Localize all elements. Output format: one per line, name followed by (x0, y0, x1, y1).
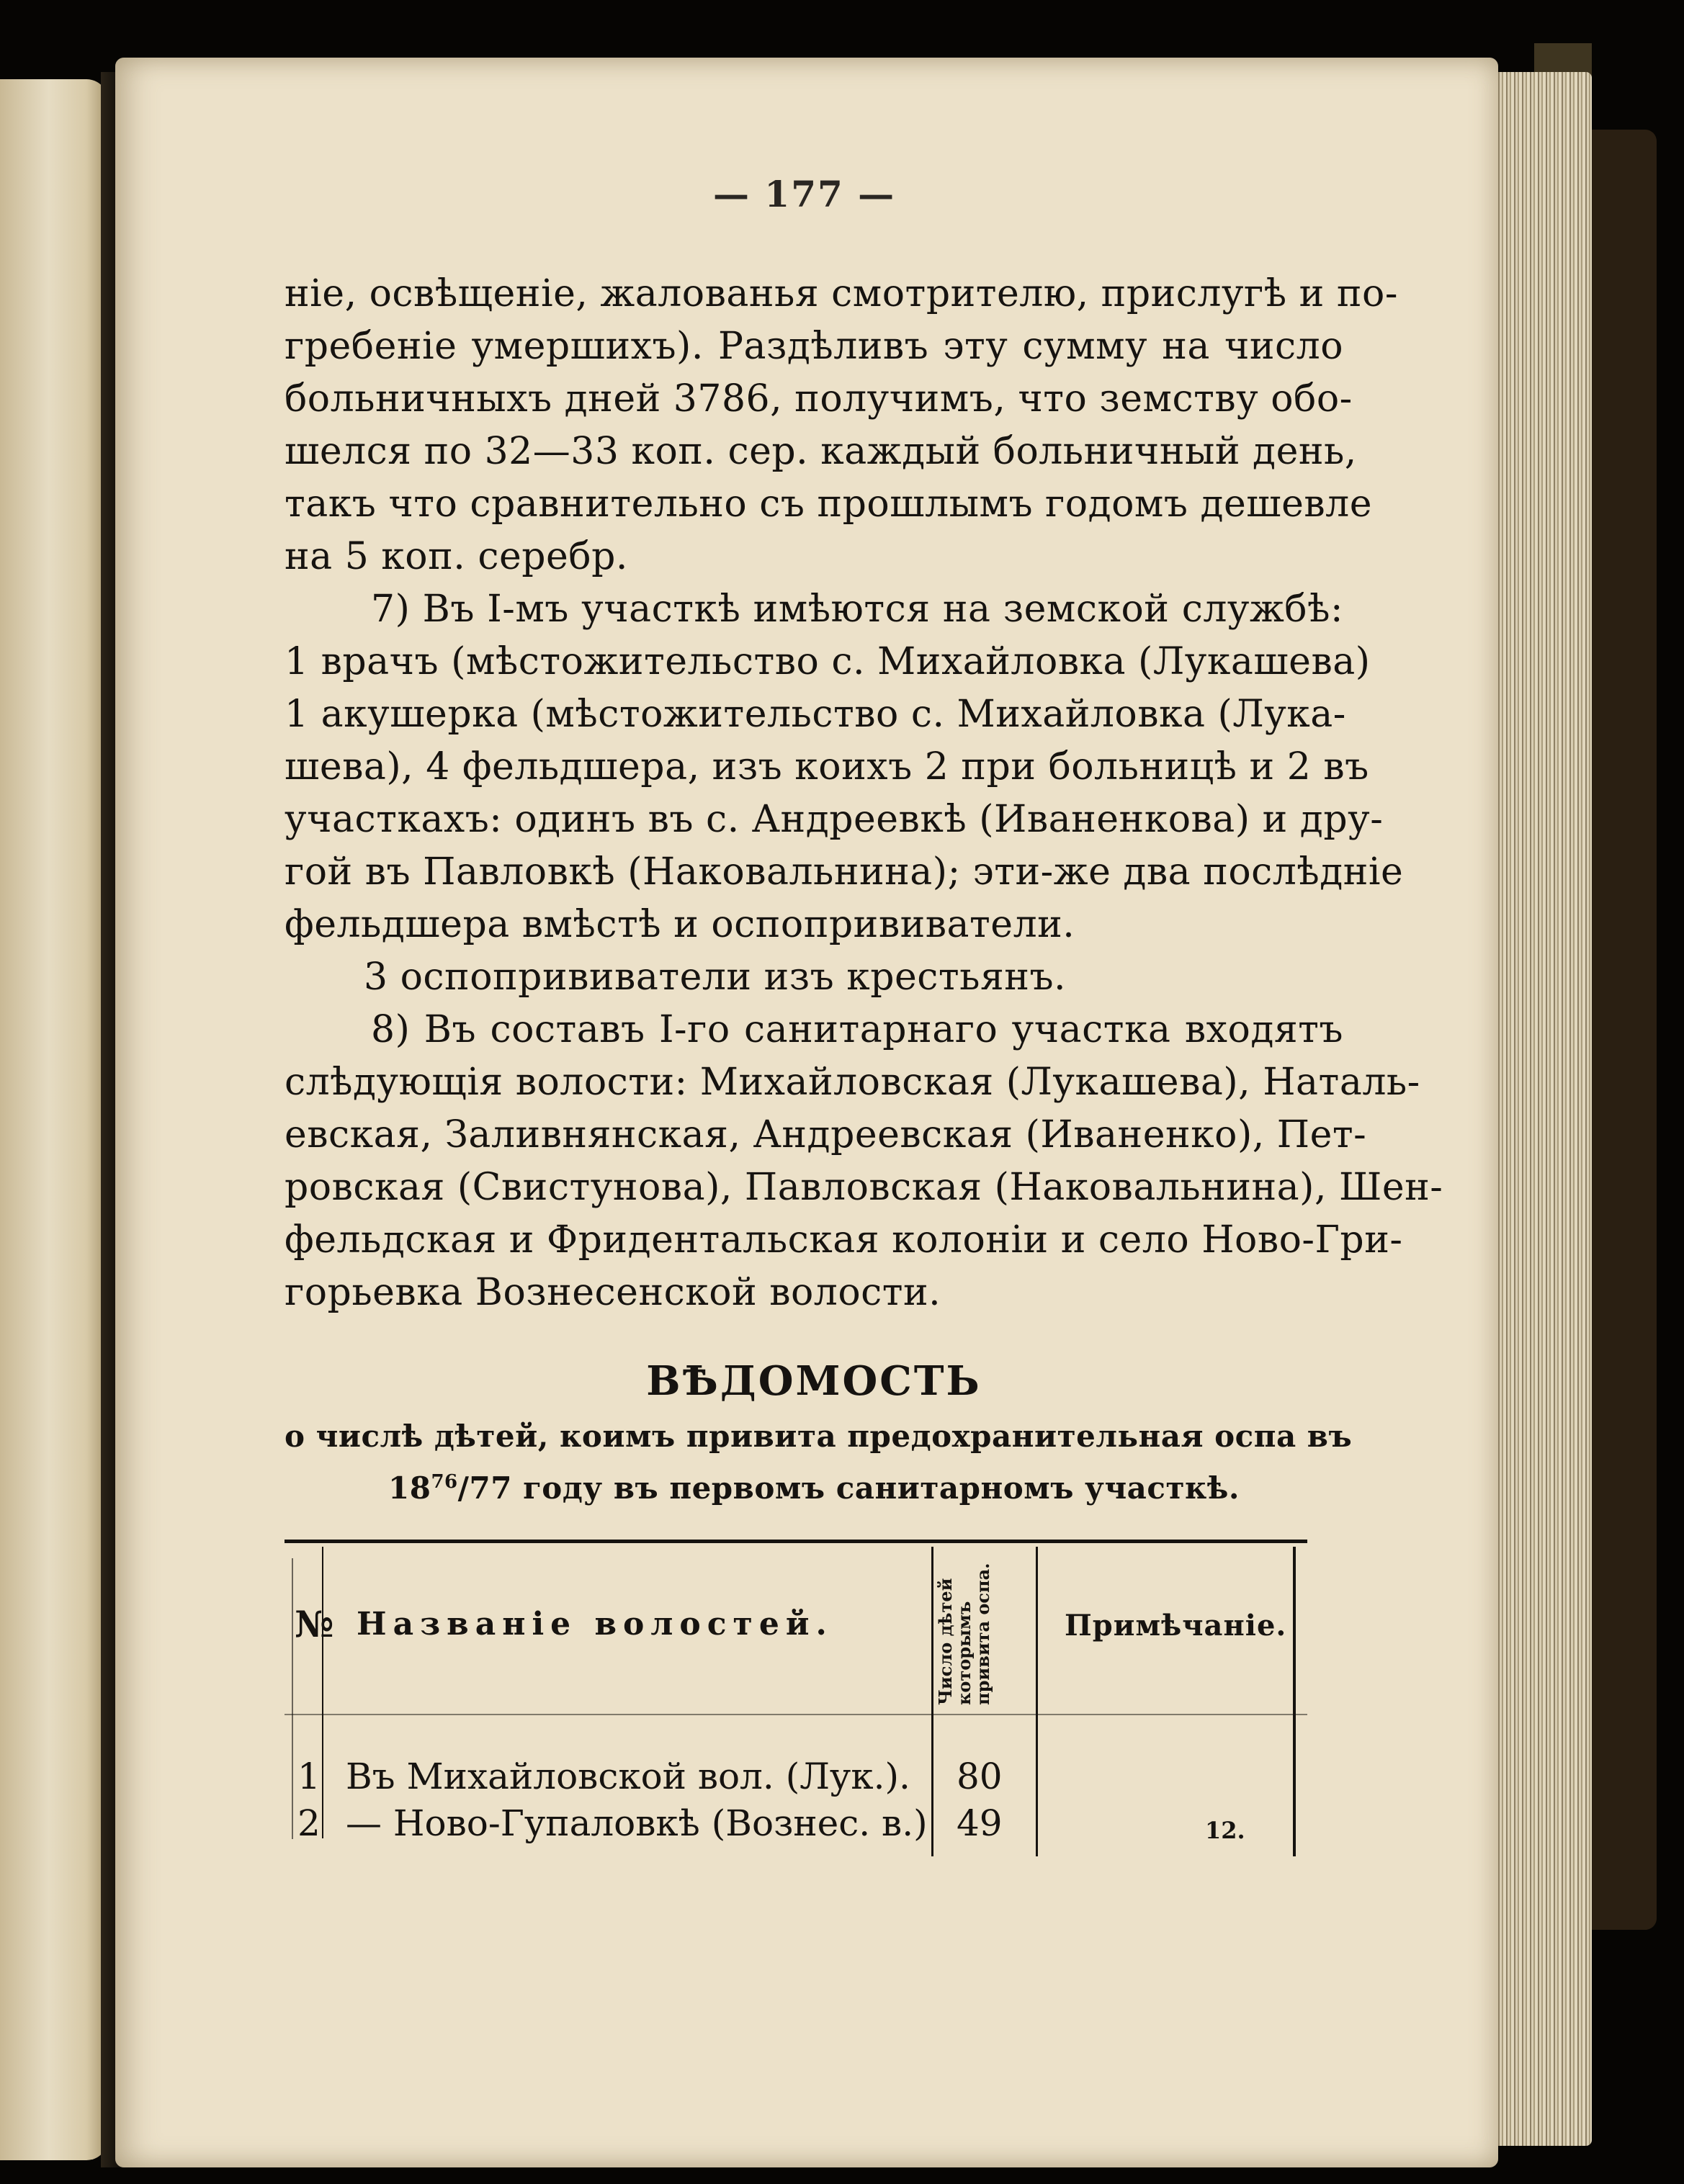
text-line: слѣдующія волости: Михайловская (Лукашева), Наталь- (285, 1061, 1420, 1104)
text-line: участкахъ: одинъ въ с. Андреевкѣ (Иваненкова) и дру- (285, 798, 1384, 841)
row-1-name: Въ Михайловской вол. (Лук.). (346, 1756, 910, 1797)
page-number: — 177 — (713, 173, 896, 215)
vaccination-table (285, 1540, 1307, 1856)
text-line: ровская (Свистунова), Павловская (Наковальнина), Шен- (285, 1166, 1443, 1209)
text-line: 1 врачъ (мѣстожительство с. Михайловка (Лукашева) (285, 640, 1371, 683)
paragraph-2 (285, 583, 1404, 951)
row-1-count: 80 (957, 1756, 1003, 1797)
col-header-name: Названіе волостей. (357, 1606, 833, 1643)
col-header-number: № (295, 1603, 334, 1645)
text-line: ніе, освѣщеніе, жалованья смотрителю, прислугѣ и по- (285, 272, 1398, 315)
year-prefix: 18 (388, 1470, 431, 1506)
text-line: фельдская и Фридентальская колоніи и село Ново-Гри- (285, 1218, 1403, 1262)
text-line: 3 оспопрививатели изъ крестьянъ. (364, 956, 1067, 999)
text-line: шева), 4 фельдшера, изъ коихъ 2 при больницѣ и 2 въ (285, 745, 1369, 788)
text-line: гребеніе умершихъ). Раздѣливъ эту сумму на число (285, 325, 1343, 368)
table-right-line (1293, 1547, 1296, 1856)
text-line: на 5 коп. серебр. (285, 535, 628, 578)
table-left-line (292, 1558, 293, 1839)
count-header-line: Число дѣтей (935, 1578, 956, 1705)
table-top-rule (285, 1540, 1307, 1543)
year-suffix: /77 году въ первомъ санитарномъ участкѣ. (457, 1470, 1240, 1506)
text-line: шелся по 32—33 коп. сер. каждый больничный день, (285, 430, 1357, 473)
paragraph-3 (285, 951, 1343, 1004)
text-line: больничныхъ дней 3786, получимъ, что земству обо- (285, 377, 1353, 421)
text-line: фельдшера вмѣстѣ и оспопрививатели. (285, 903, 1075, 946)
table-subtitle-1: о числѣ дѣтей, коимъ привита предохранительная оспа въ (285, 1419, 1353, 1454)
paragraph-4 (285, 1004, 1443, 1319)
left-page (0, 79, 108, 2160)
paragraph-1 (285, 268, 1398, 583)
col-divider-count (931, 1547, 933, 1856)
row-2-count: 49 (957, 1802, 1003, 1844)
year-superscript: 76 (431, 1471, 458, 1493)
table-subtitle-2 (285, 1470, 1343, 1506)
page-edges (1484, 72, 1592, 2146)
col-divider-no (322, 1547, 323, 1838)
text-line: евская, Заливнянская, Андреевская (Иваненко), Пет- (285, 1113, 1367, 1156)
text-line: 8) Въ составъ I-го санитарнаго участка входятъ (371, 1008, 1343, 1051)
sheet-signature-mark: 12. (1205, 1817, 1245, 1844)
table-title: ВѢДОМОСТЬ (646, 1357, 982, 1405)
col-header-note: Примѣчаніе. (1065, 1609, 1287, 1643)
text-line: такъ что сравнительно съ прошлымъ годомъ дешевле (285, 482, 1372, 526)
count-header-line: которымъ (954, 1601, 975, 1705)
text-line: горьевка Вознесенской волости. (285, 1271, 941, 1314)
col-header-count (936, 1554, 993, 1705)
text-line: гой въ Павловкѣ (Наковальнина); эти-же два послѣдніе (285, 850, 1404, 894)
row-2-name: — Ново-Гупаловкѣ (Вознес. в.) (346, 1802, 928, 1844)
text-line: 7) Въ I-мъ участкѣ имѣются на земской службѣ: (371, 588, 1343, 631)
row-1-number: 1 (297, 1756, 321, 1797)
header-bottom-rule (285, 1714, 1307, 1715)
count-header-line: привита оспа. (972, 1563, 993, 1705)
row-2-number: 2 (297, 1802, 321, 1844)
col-divider-note (1036, 1547, 1038, 1856)
text-line: 1 акушерка (мѣстожительство с. Михайловка (Лука- (285, 693, 1346, 736)
